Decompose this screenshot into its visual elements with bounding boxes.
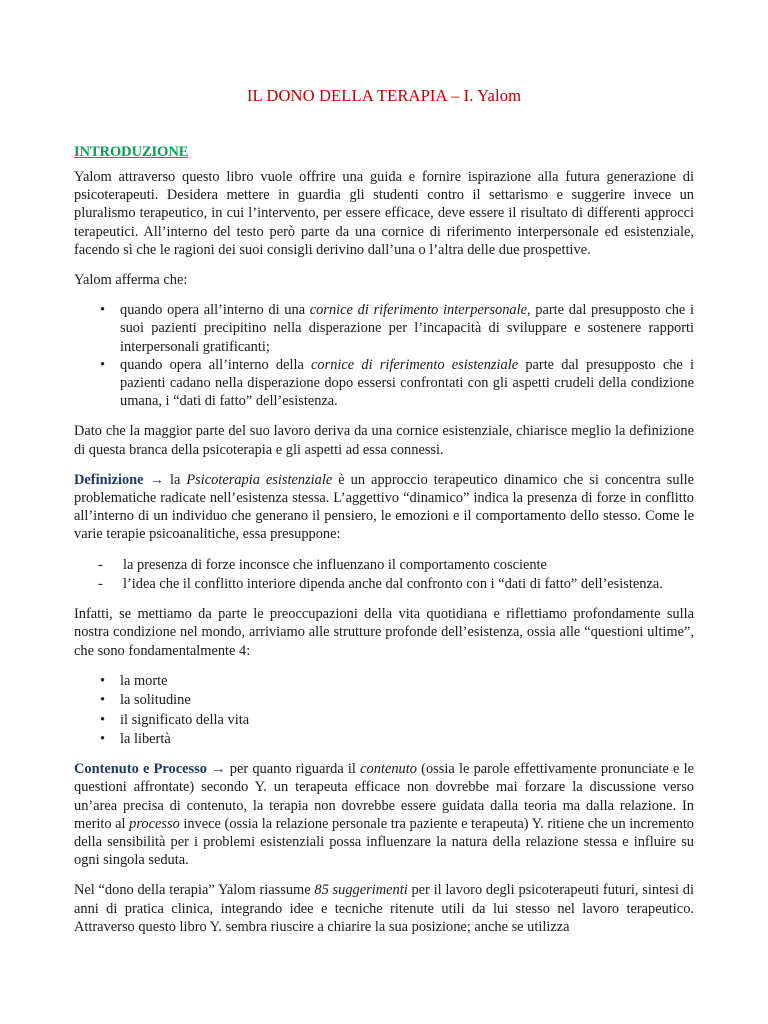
emphasis-text: Psicoterapia esistenziale (186, 471, 333, 488)
bullet-icon: • (100, 672, 106, 689)
emphasis-text: contenuto (360, 761, 417, 778)
dash-marker: - (98, 556, 103, 573)
bullet-icon: • (100, 692, 106, 709)
list-item: • la solitudine (100, 692, 191, 709)
existential-paragraph: Dato che la maggior parte del suo lavoro deriva da una cornice esistenziale, chiarisce meglio la definizione di questa branca della psicoterapia e gli aspetti ad essa connessi. (74, 423, 694, 458)
bullet-icon: • (100, 711, 106, 728)
list-item: • quando opera all’interno di una cornice di riferimento interpersonale, parte dal presupposto che i suoi pazienti precipitino nella disperazione per l’incapacità di sviluppare e sostenere rapporti interpersonali gratificanti; (100, 302, 694, 355)
ultimate-questions-paragraph: Infatti, se mettiamo da parte le preoccupazioni della vita quotidiana e riflettiamo profondamente sulla nostra condizione nel mondo, arriviamo alle strutture profonde dell’esistenza, ossia alle “questioni ultime”, che sono fondamentalmente 4: (74, 606, 694, 659)
dash-marker: - (98, 576, 103, 593)
document-title: IL DONO DELLA TERAPIA – I. Yalom (246, 86, 522, 105)
bullet-icon: • (100, 731, 106, 748)
emphasis-text: cornice di riferimento interpersonale (309, 302, 527, 319)
bullet-icon: • (100, 302, 106, 319)
list-item: - l’idea che il conflitto interiore dipenda anche dal confronto con i “dati di fatto” dell’esistenza. (98, 576, 663, 593)
arrow-icon: → (211, 761, 226, 778)
list-item: • la morte (100, 672, 168, 689)
emphasis-text: cornice di riferimento esistenziale (311, 356, 519, 373)
final-paragraph: Nel “dono della terapia” Yalom riassume 85 suggerimenti per il lavoro degli psicoterapeuti futuri, sintesi di anni di pratica clinica, integrando idee e tecniche ritenute utili da lui stesso nel lavoro terapeutico. Attraverso questo libro Y. sembra riuscire a chiarire la sua posizione; anche se utilizza (74, 882, 694, 935)
definition-paragraph: Definizione → la Psicoterapia esistenziale è un approccio terapeutico dinamico che si concentra sulle problematiche radicate nell’esistenza stessa. L’aggettivo “dinamico” indica la presenza di forze in conflitto all’interno di un individuo che generano il pensiero, le emozioni e il comportamento dello stesso. Come le varie terapie psicoanalitiche, essa presuppone: (74, 471, 723, 543)
emphasis-text: processo (129, 815, 180, 832)
dash-list (74, 556, 694, 594)
list-item: - la presenza di forze inconsce che influenzano il comportamento cosciente (98, 556, 547, 573)
content-process-paragraph: Contenuto e Processo → per quanto riguarda il contenuto (ossia le parole effettivamente pronunciate e le questioni affrontate) secondo Y. un terapeuta efficace non dovrebbe mai forzare la discussione verso un’area precisa di contenuto, la terapia non dovrebbe essere guidata dalla teoria ma dalla relazione. In merito al processo invece (ossia la relazione personale tra paziente e terapeuta) Y. ritiene che un incremento della sensibilità per i problemi esistenziali possa influenzare la natura della relazione stessa e influire su ogni singola seduta. (74, 761, 695, 869)
section-heading-introduzione: INTRODUZIONE (74, 144, 189, 160)
definition-label: Definizione (74, 471, 144, 488)
bullet-icon: • (100, 356, 106, 373)
list-item: • la libertà (100, 731, 171, 748)
ultimate-questions-list (74, 672, 694, 748)
list-item: • il significato della vita (100, 711, 250, 728)
intro-paragraph: Yalom attraverso questo libro vuole offrire una guida e fornire ispirazione alla futura generazione di psicoterapeuti. Desidera mettere in guardia gli studenti contro il settarismo e suggerire invece un pluralismo terapeutico, in cui l’intervento, per essere efficace, deve essere il risultato di differenti approcci terapeutici. All’interno del testo però parte da una cornice di riferimento interpersonale ed esistenziale, facendo sì che le ragioni dei suoi consigli derivino dall’una o l’altra delle due prospettive. (74, 169, 694, 258)
list-item: • quando opera all’interno della cornice di riferimento esistenziale parte dal presupposto che i pazienti cadano nella disperazione dopo essersi confrontati con gli aspetti crudeli della condizione umana, i “dati di fatto” dell’esistenza. (100, 356, 694, 410)
content-process-label: Contenuto e Processo (74, 761, 207, 778)
arrow-icon: → (149, 471, 164, 488)
affirm-list (74, 301, 694, 410)
emphasis-text: 85 suggerimenti (314, 882, 408, 899)
yalom-affirms-line: Yalom afferma che: (74, 272, 188, 289)
